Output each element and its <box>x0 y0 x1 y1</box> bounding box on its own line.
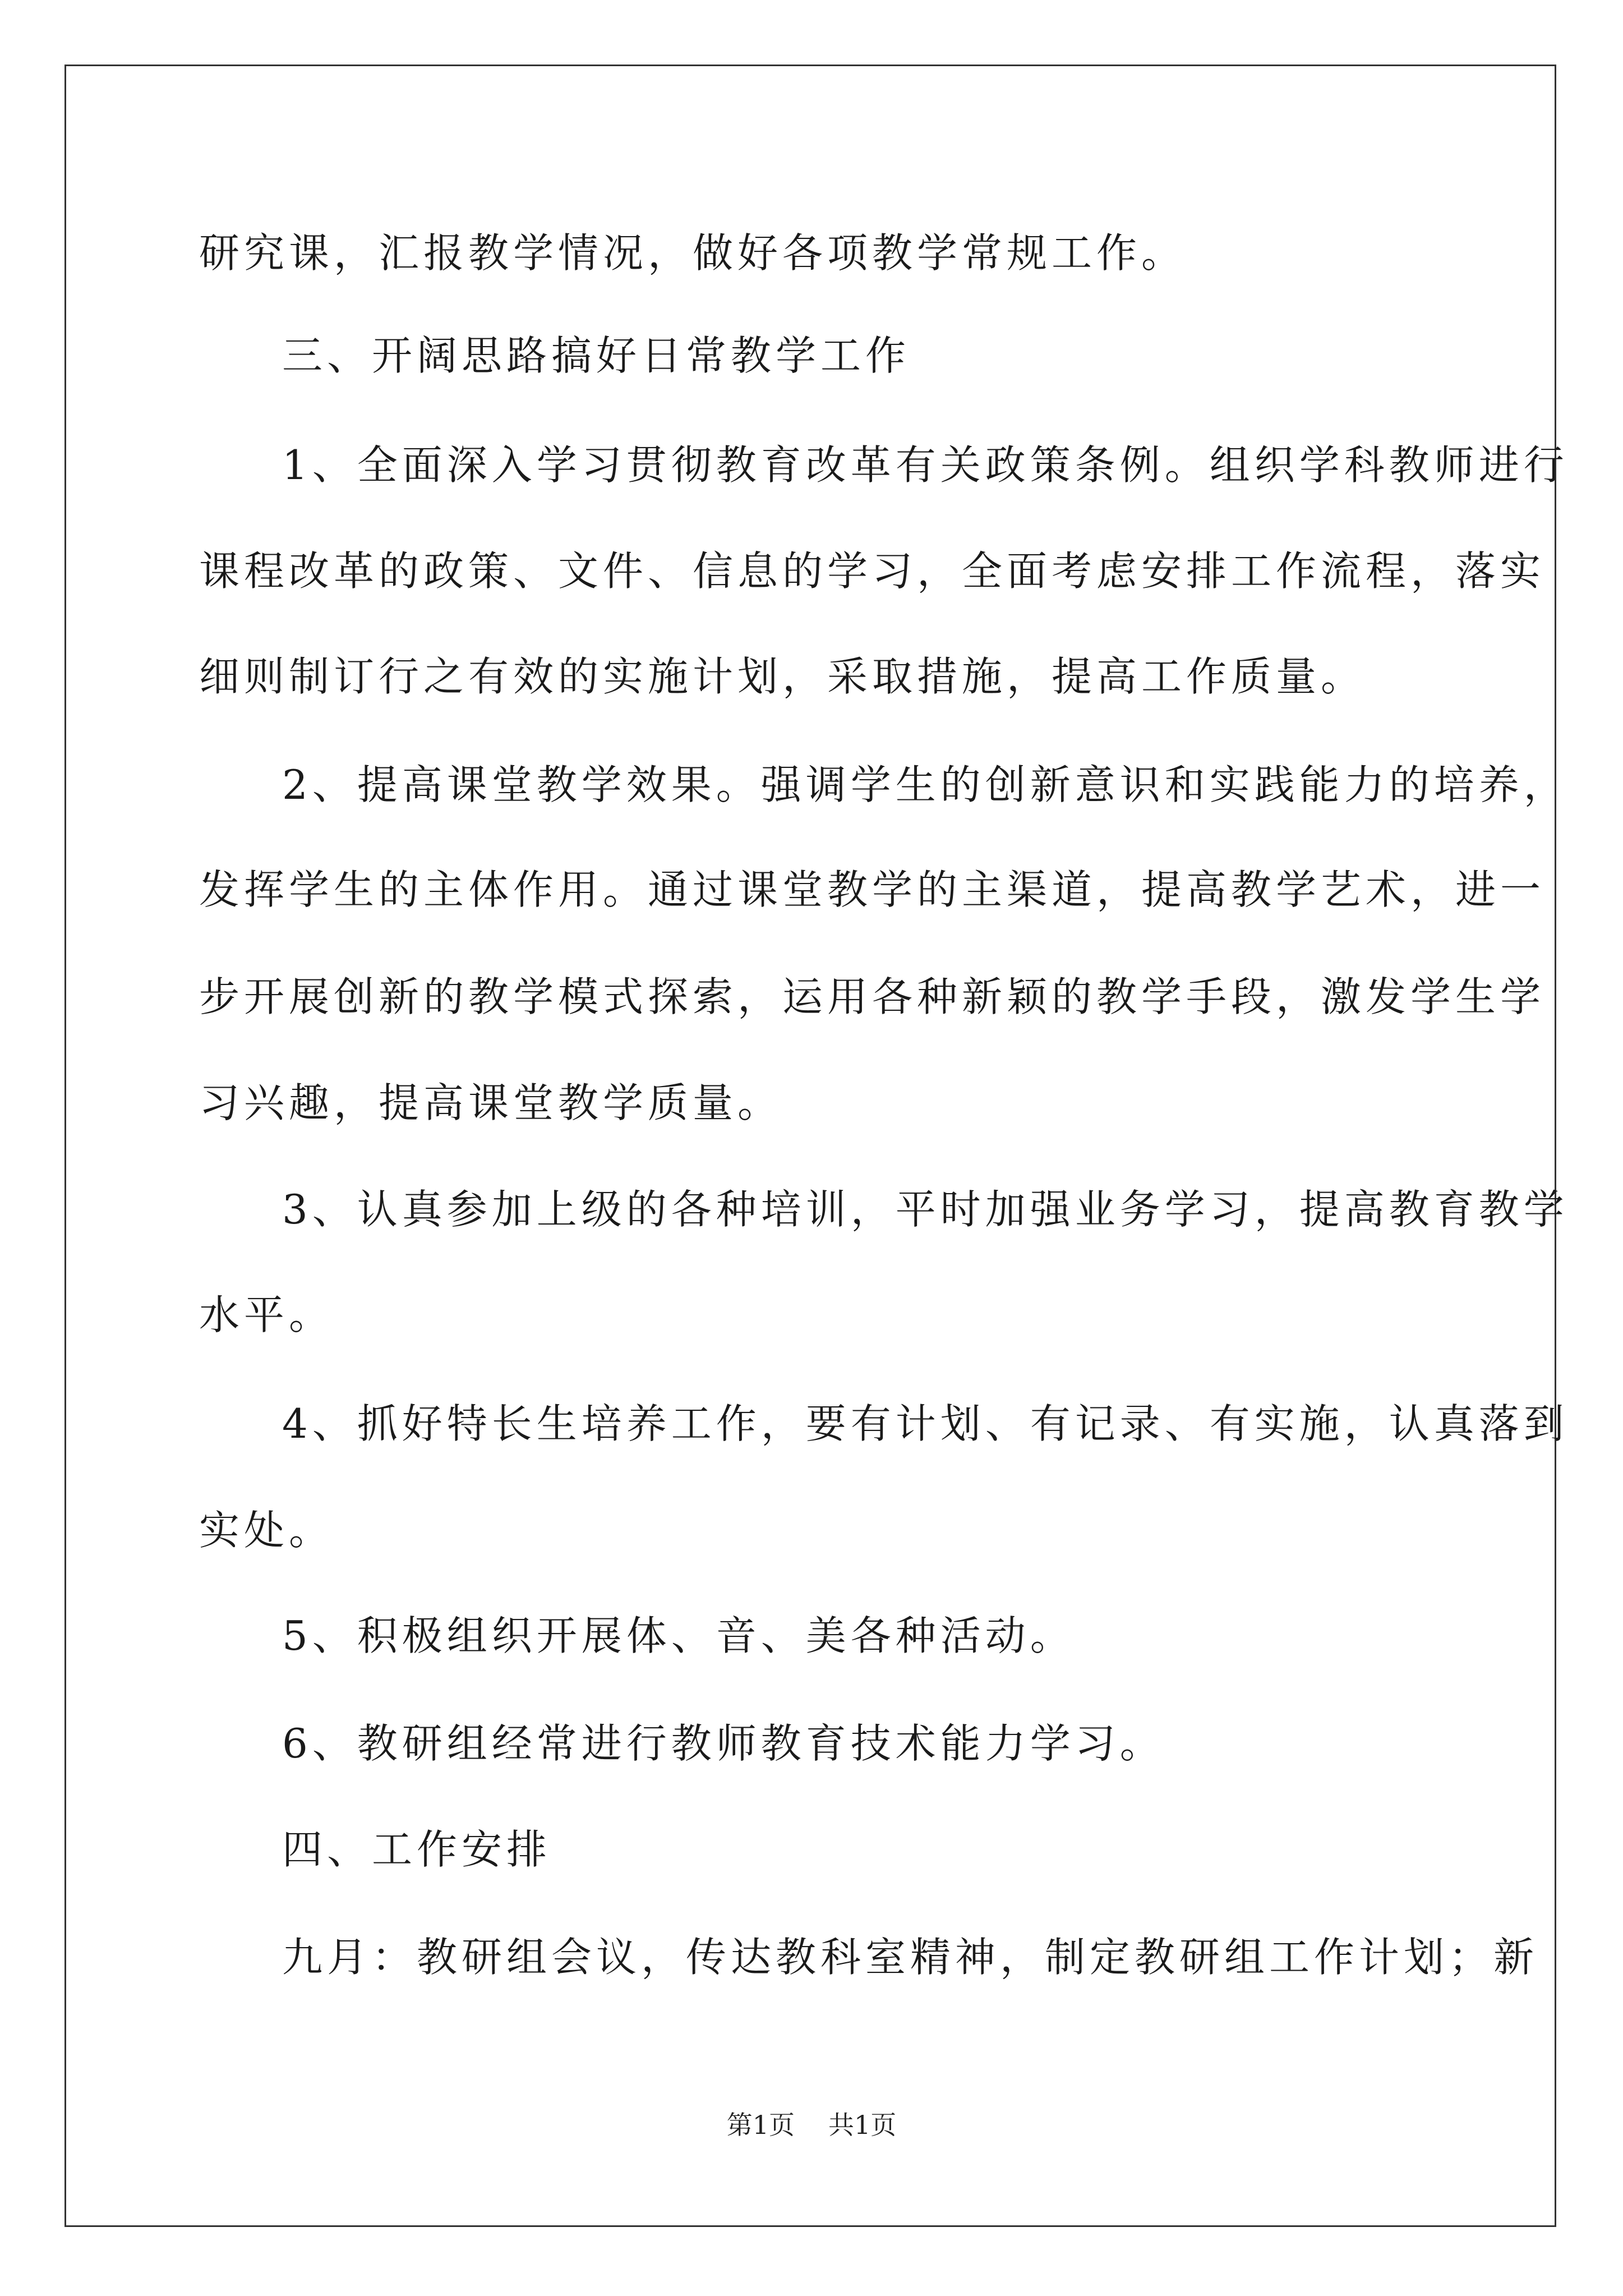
body-line-11: 水平。 <box>199 1291 334 1338</box>
body-line-8: 步开展创新的教学模式探索，运用各种新颖的教学手段，激发学生学 <box>199 973 1546 1020</box>
body-line-9: 习兴趣，提高课堂教学质量。 <box>199 1079 783 1126</box>
body-line-13: 实处。 <box>199 1507 334 1554</box>
section-heading-4: 四、工作安排 <box>282 1826 552 1873</box>
body-line-15: 6、教研组经常进行教师教育技术能力学习。 <box>282 1720 1165 1767</box>
body-line-7: 发挥学生的主体作用。通过课堂教学的主渠道，提高教学艺术，进一 <box>199 866 1546 913</box>
body-line-12: 4、抓好特长生培养工作，要有计划、有记录、有实施，认真落到 <box>282 1400 1569 1447</box>
body-line-3: 1、全面深入学习贯彻教育改革有关政策条例。组织学科教师进行 <box>282 441 1569 489</box>
body-line-5: 细则制订行之有效的实施计划，采取措施，提高工作质量。 <box>199 653 1366 700</box>
body-line-4: 课程改革的政策、文件、信息的学习，全面考虑安排工作流程，落实 <box>199 547 1546 595</box>
page-total: 共1页 <box>828 2110 897 2140</box>
body-line-10: 3、认真参加上级的各种培训，平时加强业务学习，提高教育教学 <box>282 1186 1569 1233</box>
page-border <box>64 65 1556 2227</box>
page-number: 第1页 <box>726 2110 795 2140</box>
section-heading-3: 三、开阔思路搞好日常教学工作 <box>282 332 911 379</box>
body-line-1: 研究课，汇报教学情况，做好各项教学常规工作。 <box>199 229 1187 277</box>
page-footer <box>0 2105 1623 2142</box>
body-line-6: 2、提高课堂教学效果。强调学生的创新意识和实践能力的培养， <box>282 761 1569 808</box>
body-line-14: 5、积极组织开展体、音、美各种活动。 <box>282 1612 1075 1659</box>
body-line-17: 九月：教研组会议，传达教科室精神，制定教研组工作计划；新 <box>282 1934 1539 1981</box>
